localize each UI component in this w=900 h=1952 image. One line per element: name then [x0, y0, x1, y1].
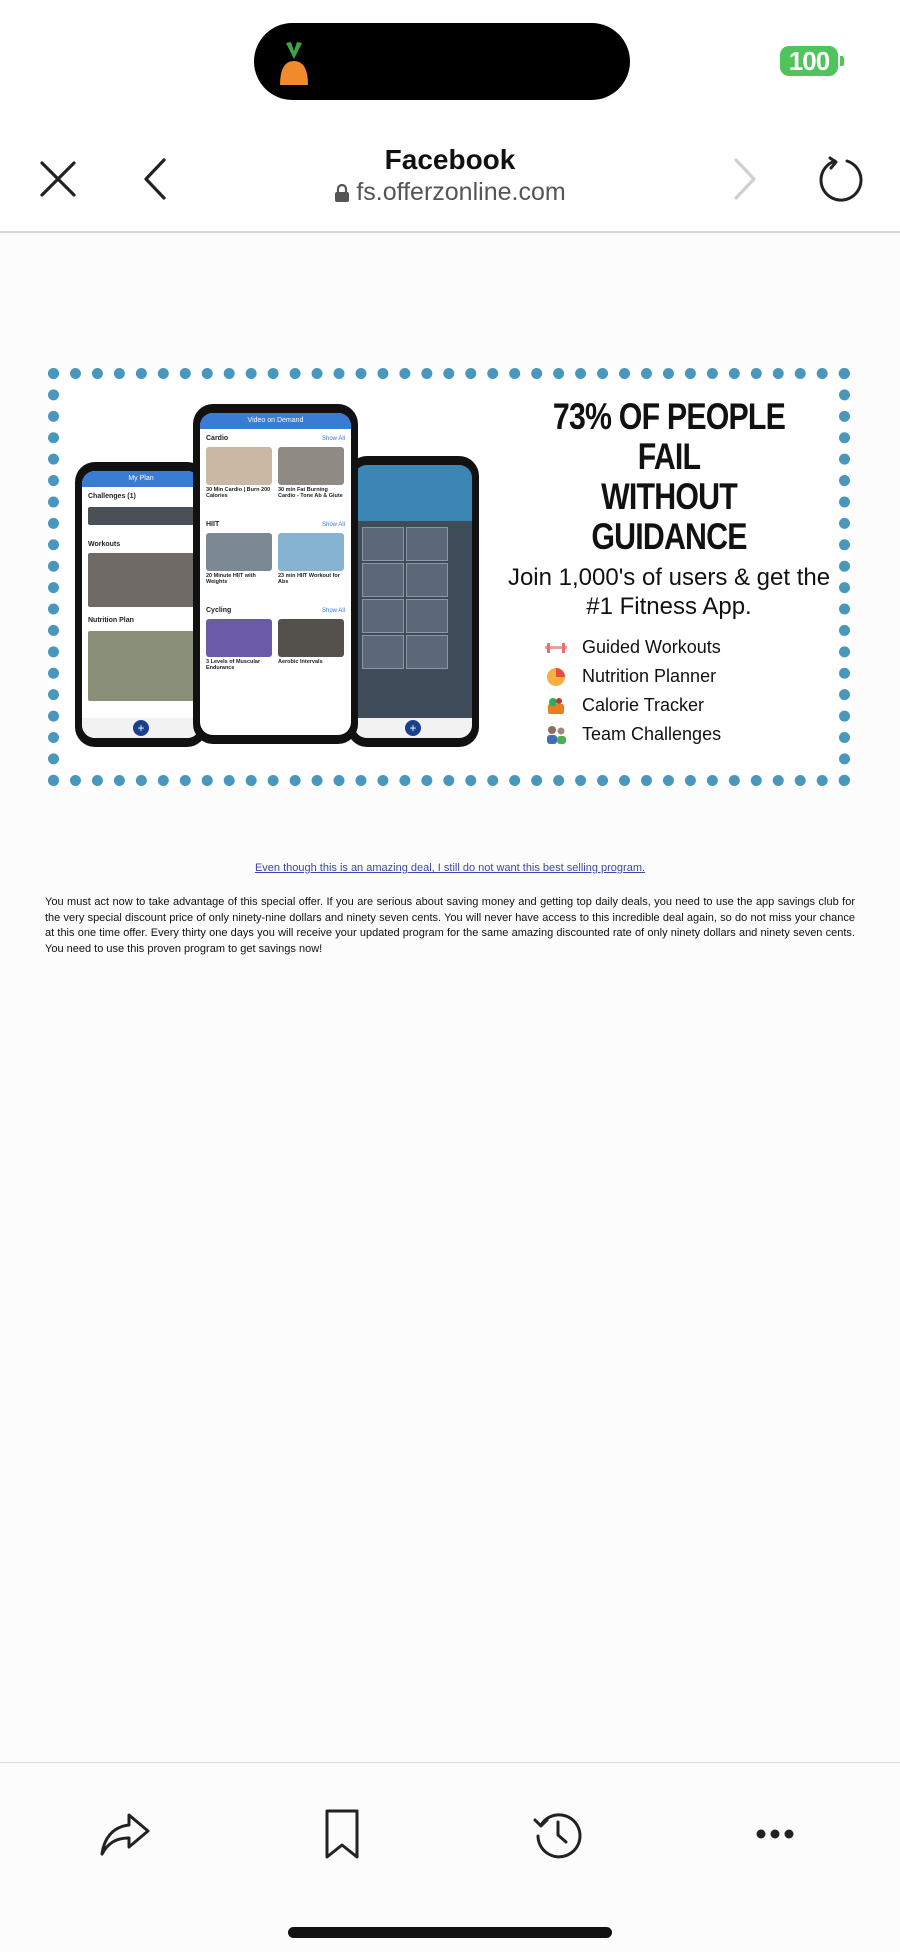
phone-mockups	[75, 404, 495, 764]
home-indicator[interactable]	[288, 1927, 612, 1938]
bookmark-button[interactable]	[307, 1799, 377, 1869]
video-title: 23 min HIIT Workout for Abs	[278, 573, 340, 585]
video-thumbnail	[278, 447, 344, 485]
more-icon	[755, 1828, 795, 1840]
share-button[interactable]	[90, 1799, 160, 1869]
feature-label: Nutrition Planner	[582, 666, 717, 686]
phone-left-nutrition-card	[88, 631, 194, 701]
video-title: 3 Levels of Muscular Endurance	[206, 659, 261, 671]
food-icon	[544, 695, 568, 717]
battery-level: 100	[780, 46, 838, 76]
phone-center-header: Video on Demand	[200, 413, 351, 429]
forward-button[interactable]	[715, 149, 775, 209]
close-icon	[38, 159, 78, 199]
show-all-link: Show All	[321, 608, 345, 614]
plus-icon: +	[133, 720, 149, 736]
more-button[interactable]	[740, 1799, 810, 1869]
ad-copy	[499, 397, 839, 749]
grid-tile	[406, 563, 448, 597]
decline-offer-link[interactable]: Even though this is an amazing deal, I still do not want this best selling program.	[254, 862, 646, 874]
feature-list	[544, 633, 839, 749]
feature-item	[544, 691, 839, 720]
history-icon	[532, 1808, 584, 1860]
battery-tip	[840, 56, 844, 66]
share-icon	[99, 1811, 151, 1857]
feature-item	[544, 633, 839, 662]
history-button[interactable]	[523, 1799, 593, 1869]
chevron-left-icon	[140, 157, 170, 201]
phone-left-section: Nutrition Plan	[88, 617, 134, 624]
phone-mockup-left	[75, 462, 207, 747]
bookmark-icon	[323, 1808, 361, 1860]
page-title: Facebook	[384, 144, 516, 175]
video-thumbnail	[278, 619, 344, 657]
grid-tile	[362, 527, 404, 561]
phone-center-section: Cardio	[206, 435, 229, 442]
ad-headline-line2: WITHOUT GUIDANCE	[591, 476, 747, 557]
grid-tile	[362, 635, 404, 669]
status-bar	[0, 0, 900, 120]
offer-paragraph: You must act now to take advantage of this special offer. If you are serious about saving money and getting top daily deals, you need to use the app savings club for the very special discount price of only ninety-nine dollars and ninety seven cents. You will never have access to this incredible deal again, so do not miss your chance at this one time offer. Every thirty one days you will receive your updated program for the same amazing discounted rate of only ninety dollars and ninety seven cents. You need to use this proven program to get savings now!	[45, 896, 855, 955]
grid-tile	[406, 599, 448, 633]
feature-label: Team Challenges	[582, 724, 722, 744]
browser-toolbar	[0, 1762, 900, 1952]
grid-tile	[406, 527, 448, 561]
video-thumbnail	[206, 619, 272, 657]
pie-chart-icon	[544, 666, 568, 688]
url-text: fs.offerzonline.com	[356, 178, 566, 206]
feature-item	[544, 662, 839, 691]
grid-tile	[406, 635, 448, 669]
reload-button[interactable]	[811, 149, 871, 209]
feature-label: Guided Workouts	[582, 637, 721, 657]
video-thumbnail	[206, 447, 272, 485]
battery-indicator	[780, 46, 844, 76]
phone-left-header: My Plan	[82, 471, 200, 487]
video-title: Aerobic Intervals	[278, 659, 323, 665]
feature-label: Calorie Tracker	[582, 695, 705, 715]
video-title: 20 Minute HIIT with Weights	[206, 573, 256, 585]
phone-left-section: Workouts	[88, 541, 121, 548]
grid-tile	[362, 599, 404, 633]
ad-subline-line2: #1 Fitness App.	[586, 593, 752, 620]
feature-item	[544, 720, 839, 749]
phone-left-row	[88, 507, 194, 525]
carrot-icon	[274, 37, 314, 87]
phone-right-tabbar	[354, 718, 472, 738]
phone-screen-right	[354, 465, 472, 738]
browser-nav-bar	[0, 120, 900, 233]
video-title: 30 min Fat Burning Cardio - Tone Ab & Glute	[278, 487, 343, 499]
lock-icon	[334, 184, 350, 202]
fitness-ad-banner[interactable]	[48, 368, 850, 786]
phone-center-section: HIIT	[206, 521, 220, 528]
ad-headline-line1: 73% OF PEOPLE FAIL	[552, 396, 786, 477]
dumbbell-icon	[544, 637, 568, 659]
phone-mockup-right	[347, 456, 479, 747]
close-button[interactable]	[28, 149, 88, 209]
back-button[interactable]	[125, 149, 185, 209]
people-icon	[544, 724, 568, 746]
plus-icon: +	[405, 720, 421, 736]
dynamic-island	[254, 23, 630, 100]
phone-screen-center	[200, 413, 351, 735]
video-thumbnail	[278, 533, 344, 571]
phone-left-section: Challenges (1)	[88, 493, 136, 500]
grid-tile	[362, 563, 404, 597]
phone-right-header	[354, 465, 472, 521]
video-thumbnail	[206, 533, 272, 571]
chevron-right-icon	[730, 157, 760, 201]
phone-screen-left	[82, 471, 200, 738]
show-all-link: Show All	[321, 436, 345, 442]
ad-subline-line1: Join 1,000's of users & get the	[507, 564, 831, 591]
phone-center-section: Cycling	[206, 607, 232, 614]
show-all-link: Show All	[321, 522, 345, 528]
phone-left-workout-card	[88, 553, 194, 607]
phone-mockup-center	[193, 404, 358, 744]
video-title: 30 Min Cardio | Burn 200 Calories	[206, 487, 271, 499]
reload-icon	[817, 155, 865, 203]
url-display[interactable]	[250, 178, 650, 207]
phone-left-tabbar	[82, 718, 200, 738]
